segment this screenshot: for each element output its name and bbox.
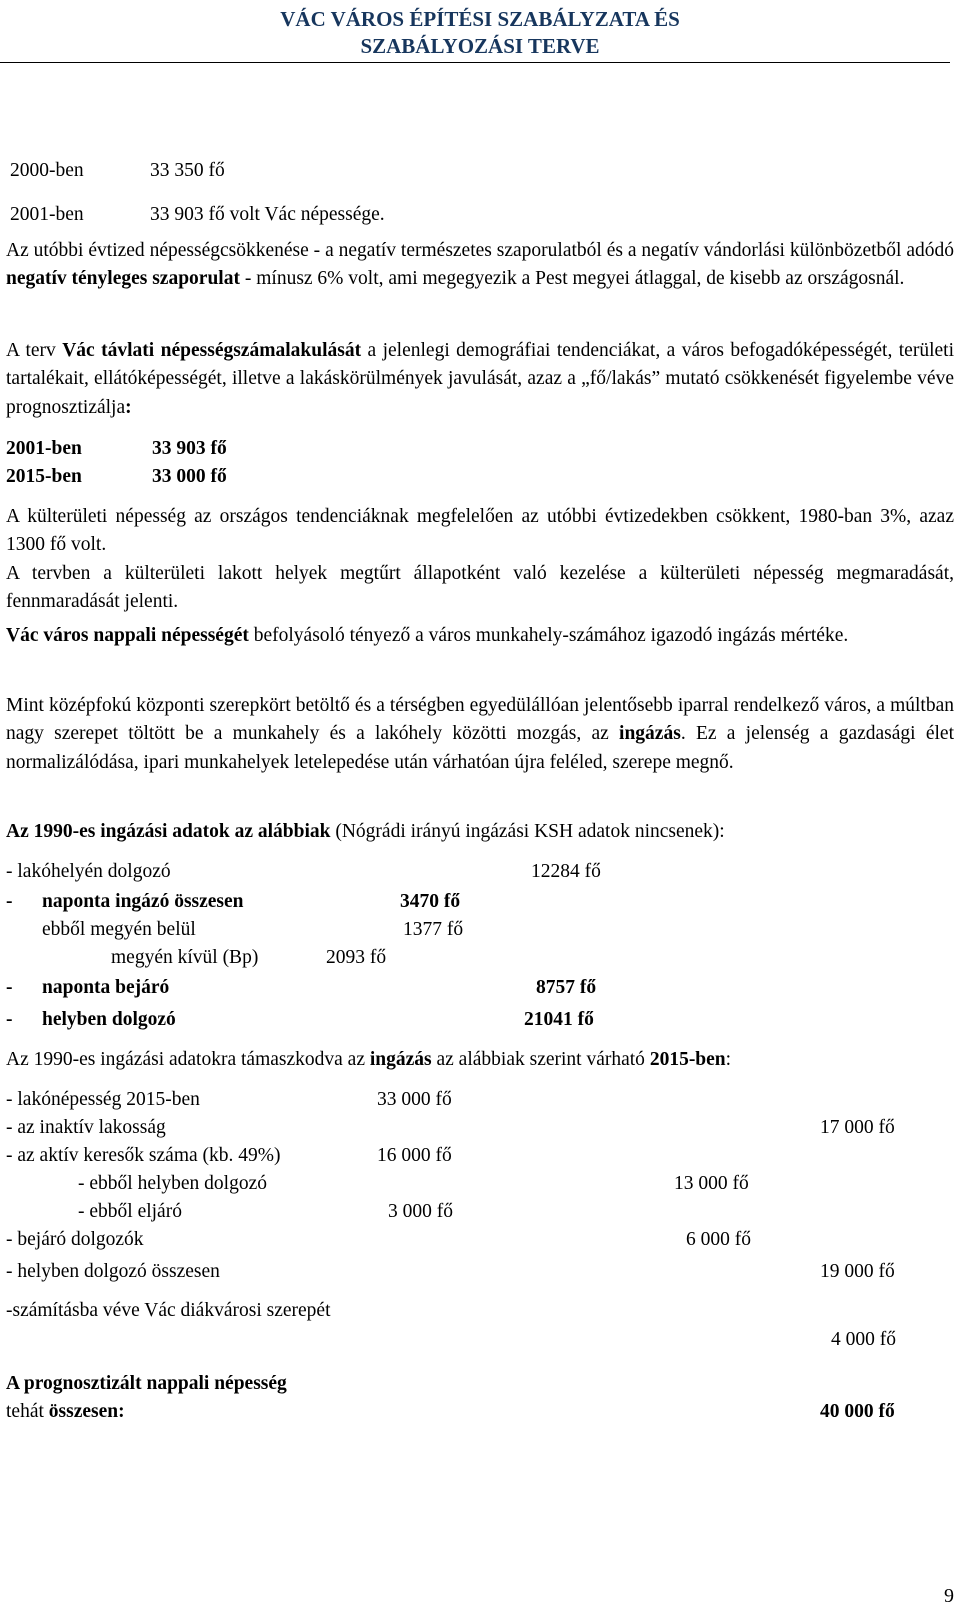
forecast-2015-label-population: - lakónépesség 2015-ben bbox=[6, 1089, 200, 1110]
forecast-2015-label-local-workers: - ebből helyben dolgozó bbox=[78, 1173, 267, 1194]
history-value-2000: 33 350 fő bbox=[150, 160, 225, 181]
forecast-2015-label-active: - az aktív keresők száma (kb. 49%) bbox=[6, 1145, 281, 1166]
forecast-2015-value-inbound: 6 000 fő bbox=[686, 1229, 751, 1250]
forecast-value-2001: 33 903 fő bbox=[152, 438, 227, 459]
commute-1990-value-total: 3470 fő bbox=[400, 891, 461, 912]
commute-1990-label-local: - lakóhelyén dolgozó bbox=[6, 861, 171, 882]
paragraph-rural-settlements: A tervben a külterületi lakott helyek megtűrt állapotként való kezelése a külterületi népesség megmaradását, fennmaradását jelenti. bbox=[6, 563, 954, 613]
document-header bbox=[0, 6, 960, 60]
paragraph-population-decline: Az utóbbi évtized népességcsökkenése - a negatív természetes szaporulatból és a negatív vándorlási különbözetből adódó negatív tényleges szaporulat - mínusz 6% volt, ami megegyezik a Pest megyei átlaggal, de kisebb az országosnál. bbox=[6, 240, 954, 290]
forecast-year-2015: 2015-ben bbox=[6, 466, 82, 487]
forecast-2015-label-outbound: - ebből eljáró bbox=[78, 1201, 182, 1222]
commute-1990-dash-working: - bbox=[6, 1009, 13, 1030]
paragraph-daytime-population: Vác város nappali népességét befolyásoló tényező a város munkahely-számához igazodó ingázás mértéke. bbox=[6, 625, 849, 646]
paragraph-rural-population: A külterületi népesség az országos tendenciáknak megfelelően az utóbbi évtizedekben csökkent, 1980-ban 3%, azaz 1300 fő volt. bbox=[6, 506, 954, 556]
header-title-line2: SZABÁLYOZÁSI TERVE bbox=[360, 34, 600, 58]
commute-1990-value-out-county: 2093 fő bbox=[326, 947, 387, 968]
paragraph-2015-intro: Az 1990-es ingázási adatokra támaszkodva az ingázás az alábbiak szerint várható 2015-ben: bbox=[6, 1049, 732, 1070]
commute-1990-label-in-county: ebből megyén belül bbox=[42, 919, 196, 940]
total-label-line2: tehát összesen: bbox=[6, 1401, 125, 1422]
total-label-line1: A prognosztizált nappali népesség bbox=[6, 1373, 287, 1394]
forecast-2015-value-active: 16 000 fő bbox=[377, 1145, 452, 1166]
forecast-2015-label-students: -számításba véve Vác diákvárosi szerepét bbox=[6, 1300, 331, 1321]
history-year-2000: 2000-ben bbox=[10, 160, 84, 181]
forecast-2015-label-inbound: - bejáró dolgozók bbox=[6, 1229, 144, 1250]
commute-1990-label-working: helyben dolgozó bbox=[42, 1009, 176, 1030]
forecast-2015-value-local-workers: 13 000 fő bbox=[674, 1173, 749, 1194]
forecast-2015-label-local-total: - helyben dolgozó összesen bbox=[6, 1261, 220, 1282]
commute-1990-value-in-county: 1377 fő bbox=[403, 919, 464, 940]
header-title-line1: VÁC VÁROS ÉPÍTÉSI SZABÁLYZATA ÉS bbox=[280, 7, 680, 31]
paragraph-commuting: Mint középfokú központi szerepkört betöltő és a térségben egyedülállóan jelentősebb iparral rendelkező város, a múltban nagy szerepet töltött be a munkahely és a lakóhely közötti mozgás, az ingázás. Ez a jelenség a gazdasági élet normalizálódása, ipari munkahelyek letelepedése után várhatóan újra feléled, szerepe megnő. bbox=[6, 695, 954, 773]
total-value: 40 000 fő bbox=[820, 1401, 895, 1422]
forecast-2015-value-students: 4 000 fő bbox=[831, 1329, 896, 1350]
forecast-value-2015: 33 000 fő bbox=[152, 466, 227, 487]
paragraph-forecast-intro: A terv Vác távlati népességszámalakulását a jelenlegi demográfiai tendenciákat, a város befogadóképességét, területi tartalékait, ellátóképességét, illetve a lakáskörülmények javulását, azaz a „fő/lakás” mutató csökkenését figyelembe véve prognosztizálja: bbox=[6, 340, 954, 418]
header-rule bbox=[0, 62, 950, 63]
history-year-2001: 2001-ben bbox=[10, 204, 84, 225]
commute-1990-label-inbound: naponta bejáró bbox=[42, 977, 170, 998]
paragraph-1990-data-intro: Az 1990-es ingázási adatok az alábbiak (Nógrádi irányú ingázási KSH adatok nincsenek): bbox=[6, 821, 725, 842]
page-number: 9 bbox=[944, 1585, 954, 1607]
commute-1990-value-inbound: 8757 fő bbox=[536, 977, 597, 998]
commute-1990-dash-inbound: - bbox=[6, 977, 13, 998]
commute-1990-label-out-county: megyén kívül (Bp) bbox=[111, 947, 259, 968]
commute-1990-value-working: 21041 fő bbox=[524, 1009, 594, 1030]
forecast-2015-value-population: 33 000 fő bbox=[377, 1089, 452, 1110]
forecast-2015-value-inactive: 17 000 fő bbox=[820, 1117, 895, 1138]
commute-1990-dash-total: - bbox=[6, 891, 13, 912]
commute-1990-label-total: naponta ingázó összesen bbox=[42, 891, 244, 912]
forecast-2015-value-local-total: 19 000 fő bbox=[820, 1261, 895, 1282]
forecast-year-2001: 2001-ben bbox=[6, 438, 82, 459]
forecast-2015-label-inactive: - az inaktív lakosság bbox=[6, 1117, 166, 1138]
commute-1990-value-local: 12284 fő bbox=[531, 861, 601, 882]
forecast-2015-value-outbound: 3 000 fő bbox=[388, 1201, 453, 1222]
history-value-2001: 33 903 fő volt Vác népessége. bbox=[150, 204, 385, 225]
